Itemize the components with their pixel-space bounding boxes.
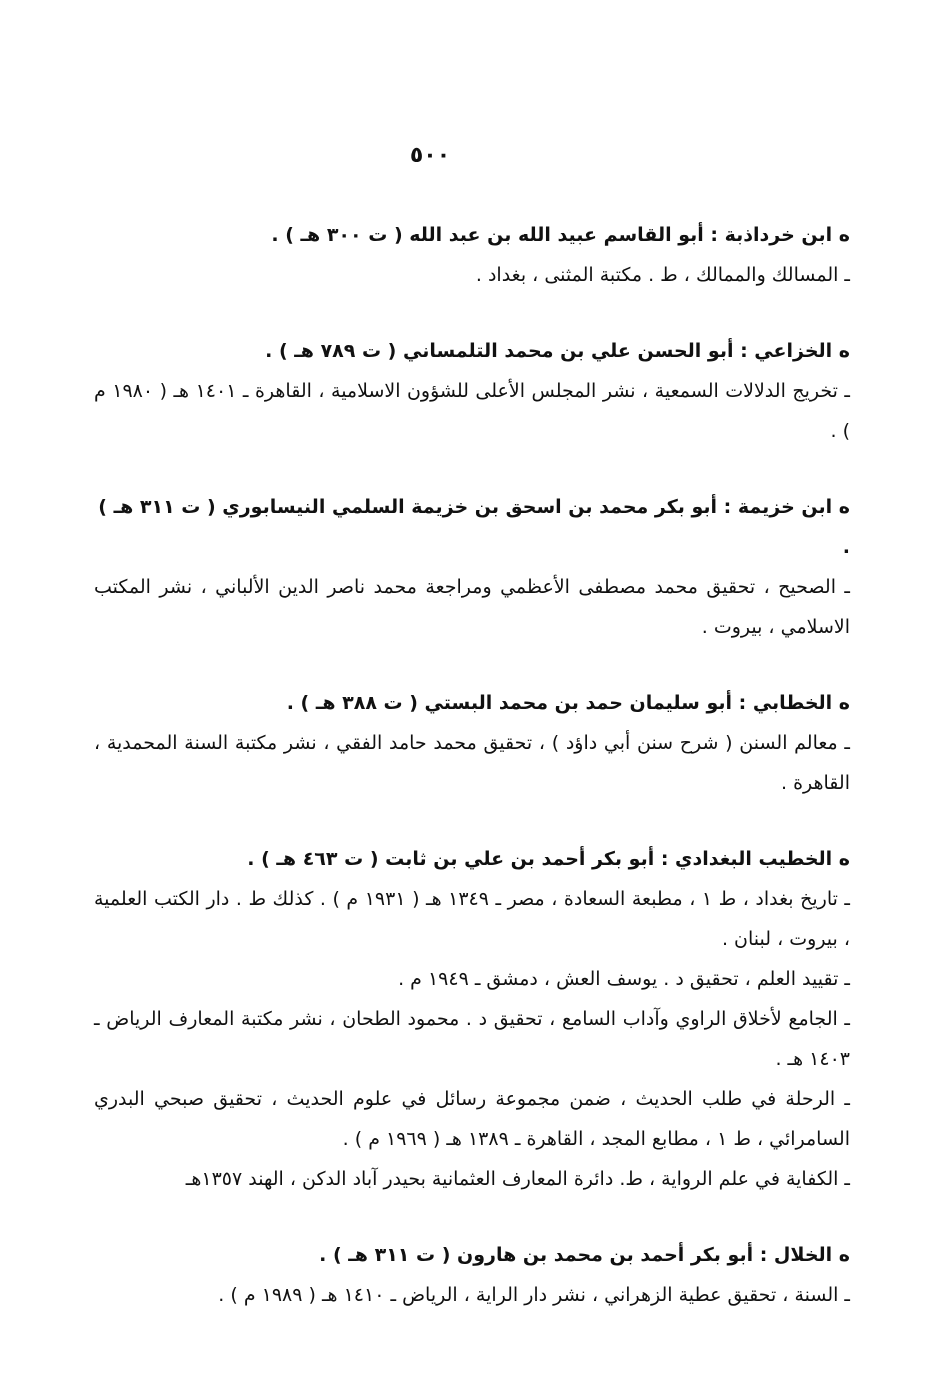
reference-item: ـ السنة ، تحقيق عطية الزهراني ، نشر دار الراية ، الرياض ـ ١٤١٠ هـ ( ١٩٨٩ م ) . [218,1284,850,1306]
author-heading: ﻩ ابن خزيمة : أبو بكر محمد بن اسحق بن خزيمة السلمي النيسابوري ( ت ٣١١ هـ ) . [98,496,850,558]
bibliography-entry [94,331,850,451]
bibliography-list [94,215,850,1315]
author-heading: ﻩ الخزاعي : أبو الحسن علي بن محمد التلمساني ( ت ٧٨٩ هـ ) . [265,340,850,362]
author-heading: ﻩ ابن خرداذبة : أبو القاسم عبيد الله بن عبد الله ( ت ٣٠٠ هـ ) . [271,224,850,246]
reference-item: ـ الجامع لأخلاق الراوي وآداب السامع ، تحقيق د . محمود الطحان ، نشر مكتبة المعارف الرياض ـ ١٤٠٣ هـ . [94,1008,850,1070]
reference-item: ـ الصحيح ، تحقيق محمد مصطفى الأعظمي ومراجعة محمد ناصر الدين الألباني ، نشر المكتب الاسلامي ، بيروت . [94,576,850,638]
page-number: ٥٠٠ [409,143,451,168]
bibliography-entry [94,487,850,647]
author-heading: ﻩ الخطيب البغدادي : أبو بكر أحمد بن علي بن ثابت ( ت ٤٦٣ هـ ) . [247,848,850,870]
reference-item: ـ تاريخ بغداد ، ط ١ ، مطبعة السعادة ، مصر ـ ١٣٤٩ هـ ( ١٩٣١ م ) . كذلك ط . دار الكتب العلمية ، بيروت ، لبنان . [94,888,851,950]
bibliography-entry [94,839,850,1199]
reference-item: ـ الرحلة في طلب الحديث ، ضمن مجموعة رسائل في علوم الحديث ، تحقيق صبحي البدري السامرائي ، ط ١ ، مطابع المجد ، القاهرة ـ ١٣٨٩ هـ ( ١٩٦٩ م ) . [94,1088,850,1150]
reference-item: ـ تقييد العلم ، تحقيق د . يوسف العش ، دمشق ـ ١٩٤٩ م . [398,968,850,990]
bibliography-entry [94,215,850,295]
bibliography-entry [94,683,850,803]
reference-item: ـ تخريج الدلالات السمعية ، نشر المجلس الأعلى للشؤون الاسلامية ، القاهرة ـ ١٤٠١ هـ ( ١٩٨٠ م ) . [94,380,850,442]
author-heading: ﻩ الخلال : أبو بكر أحمد بن محمد بن هارون ( ت ٣١١ هـ ) . [319,1244,850,1266]
author-heading: ﻩ الخطابي : أبو سليمان حمد بن محمد البستي ( ت ٣٨٨ هـ ) . [286,692,850,714]
bibliography-entry [94,1235,850,1315]
reference-item: ـ المسالك والممالك ، ط . مكتبة المثنى ، بغداد . [475,264,850,286]
reference-item: ـ معالم السنن ( شرح سنن أبي داؤد ) ، تحقيق محمد حامد الفقي ، نشر مكتبة السنة المحمدية ، القاهرة . [94,732,850,794]
reference-item: ـ الكفاية في علم الرواية ، ط. دائرة المعارف العثمانية بحيدر آباد الدكن ، الهند ١٣٥٧هـ [185,1168,850,1190]
